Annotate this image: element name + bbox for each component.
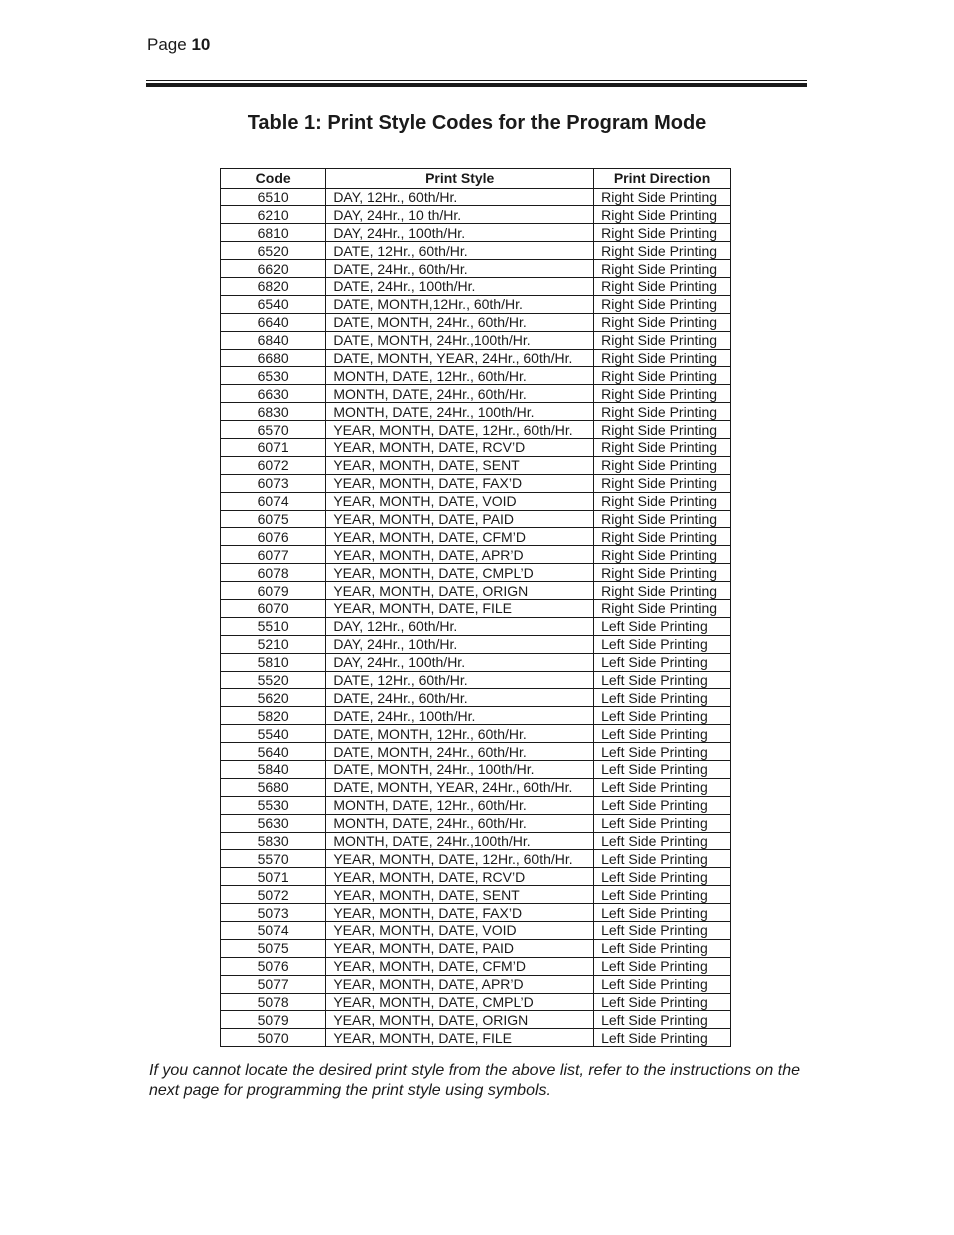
cell-print-style: DAY, 24Hr., 100th/Hr. (326, 653, 594, 671)
cell-print-style: YEAR, MONTH, DATE, SENT (326, 456, 594, 474)
table-row (221, 796, 731, 814)
cell-print-direction: Right Side Printing (594, 224, 731, 242)
cell-code: 5530 (221, 796, 326, 814)
cell-code: 6570 (221, 421, 326, 439)
table-row (221, 868, 731, 886)
cell-print-style: DATE, MONTH, 24Hr., 60th/Hr. (326, 313, 594, 331)
table-body (221, 188, 731, 1047)
cell-print-direction: Left Side Printing (594, 939, 731, 957)
table-row (221, 367, 731, 385)
cell-print-style: YEAR, MONTH, DATE, CMPL’D (326, 993, 594, 1011)
cell-print-style: MONTH, DATE, 24Hr., 60th/Hr. (326, 814, 594, 832)
column-header-print-style: Print Style (326, 169, 594, 189)
cell-code: 6210 (221, 206, 326, 224)
cell-print-style: MONTH, DATE, 12Hr., 60th/Hr. (326, 367, 594, 385)
cell-print-style: DATE, 24Hr., 100th/Hr. (326, 277, 594, 295)
cell-print-style: YEAR, MONTH, DATE, PAID (326, 510, 594, 528)
cell-code: 6620 (221, 260, 326, 278)
page-number: 10 (191, 35, 211, 54)
cell-print-style: DATE, MONTH, YEAR, 24Hr., 60th/Hr. (326, 349, 594, 367)
table-row (221, 671, 731, 689)
cell-print-direction: Right Side Printing (594, 206, 731, 224)
cell-print-style: DATE, MONTH, 24Hr., 60th/Hr. (326, 743, 594, 761)
cell-code: 6820 (221, 277, 326, 295)
cell-code: 5077 (221, 975, 326, 993)
table-row (221, 904, 731, 922)
cell-print-style: YEAR, MONTH, DATE, ORIGN (326, 582, 594, 600)
column-header-print-direction: Print Direction (594, 169, 731, 189)
cell-print-direction: Right Side Printing (594, 349, 731, 367)
cell-print-direction: Left Side Printing (594, 993, 731, 1011)
cell-print-direction: Left Side Printing (594, 653, 731, 671)
table-row (221, 957, 731, 975)
cell-code: 5820 (221, 707, 326, 725)
cell-print-direction: Right Side Printing (594, 510, 731, 528)
cell-print-direction: Right Side Printing (594, 582, 731, 600)
cell-code: 6830 (221, 403, 326, 421)
table-title: Table 1: Print Style Codes for the Program Mode (247, 112, 707, 134)
cell-print-direction: Left Side Printing (594, 832, 731, 850)
cell-print-style: DATE, 12Hr., 60th/Hr. (326, 242, 594, 260)
cell-code: 5830 (221, 832, 326, 850)
cell-print-style: YEAR, MONTH, DATE, ORIGN (326, 1011, 594, 1029)
cell-code: 6510 (221, 188, 326, 206)
cell-code: 6070 (221, 599, 326, 617)
cell-code: 5076 (221, 957, 326, 975)
table-row (221, 421, 731, 439)
cell-print-style: DATE, 24Hr., 100th/Hr. (326, 707, 594, 725)
cell-print-style: DATE, 12Hr., 60th/Hr. (326, 671, 594, 689)
cell-print-direction: Right Side Printing (594, 403, 731, 421)
cell-print-style: DATE, MONTH, YEAR, 24Hr., 60th/Hr. (326, 778, 594, 796)
cell-print-style: YEAR, MONTH, DATE, APR’D (326, 975, 594, 993)
cell-print-direction: Right Side Printing (594, 599, 731, 617)
table-row (221, 349, 731, 367)
cell-print-direction: Left Side Printing (594, 796, 731, 814)
cell-print-style: YEAR, MONTH, DATE, FAX’D (326, 474, 594, 492)
cell-print-direction: Right Side Printing (594, 313, 731, 331)
cell-print-direction: Left Side Printing (594, 850, 731, 868)
cell-print-direction: Right Side Printing (594, 421, 731, 439)
cell-code: 6530 (221, 367, 326, 385)
cell-code: 6078 (221, 564, 326, 582)
cell-code: 5680 (221, 778, 326, 796)
table-row (221, 582, 731, 600)
table-row (221, 438, 731, 456)
cell-print-direction: Right Side Printing (594, 528, 731, 546)
table-row (221, 993, 731, 1011)
table-row (221, 725, 731, 743)
table-row (221, 689, 731, 707)
cell-print-direction: Right Side Printing (594, 331, 731, 349)
cell-print-direction: Left Side Printing (594, 635, 731, 653)
cell-print-direction: Right Side Printing (594, 474, 731, 492)
cell-print-direction: Left Side Printing (594, 868, 731, 886)
cell-print-style: MONTH, DATE, 24Hr., 60th/Hr. (326, 385, 594, 403)
table-row (221, 886, 731, 904)
table-row (221, 922, 731, 940)
table-row (221, 456, 731, 474)
table-row (221, 474, 731, 492)
table-header-row (221, 169, 731, 189)
cell-print-direction: Left Side Printing (594, 904, 731, 922)
cell-code: 6077 (221, 546, 326, 564)
cell-print-direction: Right Side Printing (594, 546, 731, 564)
table-row (221, 635, 731, 653)
footnote: If you cannot locate the desired print style from the above list, refer to the instructions on the next page for programming the print style using symbols. (149, 1062, 801, 1099)
cell-print-style: YEAR, MONTH, DATE, 12Hr., 60th/Hr. (326, 850, 594, 868)
cell-print-direction: Right Side Printing (594, 242, 731, 260)
cell-print-direction: Left Side Printing (594, 886, 731, 904)
cell-code: 6680 (221, 349, 326, 367)
table-row (221, 743, 731, 761)
cell-print-direction: Right Side Printing (594, 456, 731, 474)
cell-code: 5070 (221, 1029, 326, 1047)
table-row (221, 653, 731, 671)
cell-print-style: YEAR, MONTH, DATE, FILE (326, 1029, 594, 1047)
cell-code: 5078 (221, 993, 326, 1011)
cell-print-style: MONTH, DATE, 24Hr.,100th/Hr. (326, 832, 594, 850)
cell-code: 5540 (221, 725, 326, 743)
cell-print-style: DATE, MONTH, 12Hr., 60th/Hr. (326, 725, 594, 743)
table-row (221, 295, 731, 313)
cell-code: 5074 (221, 922, 326, 940)
print-style-codes-table (220, 168, 731, 1047)
cell-print-style: DAY, 24Hr., 100th/Hr. (326, 224, 594, 242)
cell-code: 6075 (221, 510, 326, 528)
cell-print-style: DAY, 12Hr., 60th/Hr. (326, 617, 594, 635)
cell-code: 6076 (221, 528, 326, 546)
table-row (221, 206, 731, 224)
cell-code: 5071 (221, 868, 326, 886)
cell-print-direction: Right Side Printing (594, 188, 731, 206)
cell-print-style: DATE, MONTH,12Hr., 60th/Hr. (326, 295, 594, 313)
table-row (221, 528, 731, 546)
cell-print-style: YEAR, MONTH, DATE, CFM’D (326, 957, 594, 975)
table-row (221, 939, 731, 957)
table-row (221, 331, 731, 349)
table-row (221, 707, 731, 725)
cell-print-direction: Right Side Printing (594, 564, 731, 582)
cell-code: 5630 (221, 814, 326, 832)
cell-print-direction: Right Side Printing (594, 295, 731, 313)
table-row (221, 761, 731, 779)
table-row (221, 224, 731, 242)
cell-code: 5210 (221, 635, 326, 653)
cell-code: 5510 (221, 617, 326, 635)
cell-print-direction: Right Side Printing (594, 492, 731, 510)
table-row (221, 814, 731, 832)
cell-print-style: DATE, MONTH, 24Hr., 100th/Hr. (326, 761, 594, 779)
cell-print-style: YEAR, MONTH, DATE, RCV’D (326, 438, 594, 456)
cell-print-direction: Left Side Printing (594, 689, 731, 707)
cell-print-style: YEAR, MONTH, DATE, CMPL’D (326, 564, 594, 582)
cell-print-direction: Left Side Printing (594, 814, 731, 832)
cell-print-direction: Left Side Printing (594, 1029, 731, 1047)
table-row (221, 617, 731, 635)
cell-code: 5073 (221, 904, 326, 922)
cell-code: 5072 (221, 886, 326, 904)
cell-print-direction: Left Side Printing (594, 975, 731, 993)
cell-code: 6640 (221, 313, 326, 331)
table-row (221, 313, 731, 331)
table-row (221, 599, 731, 617)
cell-print-style: YEAR, MONTH, DATE, VOID (326, 922, 594, 940)
table-row (221, 778, 731, 796)
cell-code: 5075 (221, 939, 326, 957)
cell-code: 6072 (221, 456, 326, 474)
cell-code: 6810 (221, 224, 326, 242)
page-word: Page (147, 35, 187, 54)
table-row (221, 492, 731, 510)
table-row (221, 975, 731, 993)
table-row (221, 260, 731, 278)
cell-code: 6520 (221, 242, 326, 260)
cell-print-direction: Left Side Printing (594, 778, 731, 796)
cell-print-direction: Right Side Printing (594, 367, 731, 385)
header-rule-thin (146, 80, 807, 81)
column-header-code: Code (221, 169, 326, 189)
cell-print-style: DATE, MONTH, 24Hr.,100th/Hr. (326, 331, 594, 349)
cell-print-direction: Left Side Printing (594, 725, 731, 743)
cell-code: 5810 (221, 653, 326, 671)
cell-code: 5640 (221, 743, 326, 761)
page-header (147, 34, 210, 56)
cell-print-style: YEAR, MONTH, DATE, APR’D (326, 546, 594, 564)
cell-print-style: YEAR, MONTH, DATE, RCV’D (326, 868, 594, 886)
cell-print-direction: Left Side Printing (594, 671, 731, 689)
table-row (221, 188, 731, 206)
table-row (221, 546, 731, 564)
cell-print-direction: Right Side Printing (594, 260, 731, 278)
cell-print-direction: Right Side Printing (594, 438, 731, 456)
cell-code: 6071 (221, 438, 326, 456)
cell-print-direction: Right Side Printing (594, 277, 731, 295)
cell-code: 5620 (221, 689, 326, 707)
cell-code: 6630 (221, 385, 326, 403)
cell-print-style: MONTH, DATE, 24Hr., 100th/Hr. (326, 403, 594, 421)
cell-code: 6073 (221, 474, 326, 492)
cell-print-style: DATE, 24Hr., 60th/Hr. (326, 260, 594, 278)
table-row (221, 277, 731, 295)
cell-print-style: YEAR, MONTH, DATE, VOID (326, 492, 594, 510)
cell-code: 6074 (221, 492, 326, 510)
cell-print-direction: Left Side Printing (594, 957, 731, 975)
table-row (221, 385, 731, 403)
cell-print-style: YEAR, MONTH, DATE, 12Hr., 60th/Hr. (326, 421, 594, 439)
cell-print-direction: Left Side Printing (594, 761, 731, 779)
cell-code: 5079 (221, 1011, 326, 1029)
cell-print-direction: Left Side Printing (594, 707, 731, 725)
cell-print-style: MONTH, DATE, 12Hr., 60th/Hr. (326, 796, 594, 814)
cell-print-style: DAY, 24Hr., 10 th/Hr. (326, 206, 594, 224)
table-row (221, 510, 731, 528)
table-row (221, 832, 731, 850)
table-row (221, 1029, 731, 1047)
table-row (221, 564, 731, 582)
header-rule-thick (146, 83, 807, 87)
cell-code: 5840 (221, 761, 326, 779)
cell-print-direction: Left Side Printing (594, 922, 731, 940)
cell-code: 6540 (221, 295, 326, 313)
cell-print-style: DAY, 24Hr., 10th/Hr. (326, 635, 594, 653)
cell-print-direction: Left Side Printing (594, 1011, 731, 1029)
cell-code: 6079 (221, 582, 326, 600)
table-row (221, 403, 731, 421)
table-row (221, 850, 731, 868)
cell-print-direction: Right Side Printing (594, 385, 731, 403)
cell-print-style: DATE, 24Hr., 60th/Hr. (326, 689, 594, 707)
table-row (221, 1011, 731, 1029)
cell-print-style: YEAR, MONTH, DATE, PAID (326, 939, 594, 957)
table-row (221, 242, 731, 260)
cell-code: 6840 (221, 331, 326, 349)
cell-code: 5570 (221, 850, 326, 868)
cell-print-style: YEAR, MONTH, DATE, SENT (326, 886, 594, 904)
cell-print-style: DAY, 12Hr., 60th/Hr. (326, 188, 594, 206)
cell-code: 5520 (221, 671, 326, 689)
cell-print-style: YEAR, MONTH, DATE, FAX’D (326, 904, 594, 922)
cell-print-style: YEAR, MONTH, DATE, CFM’D (326, 528, 594, 546)
cell-print-style: YEAR, MONTH, DATE, FILE (326, 599, 594, 617)
cell-print-direction: Left Side Printing (594, 617, 731, 635)
cell-print-direction: Left Side Printing (594, 743, 731, 761)
